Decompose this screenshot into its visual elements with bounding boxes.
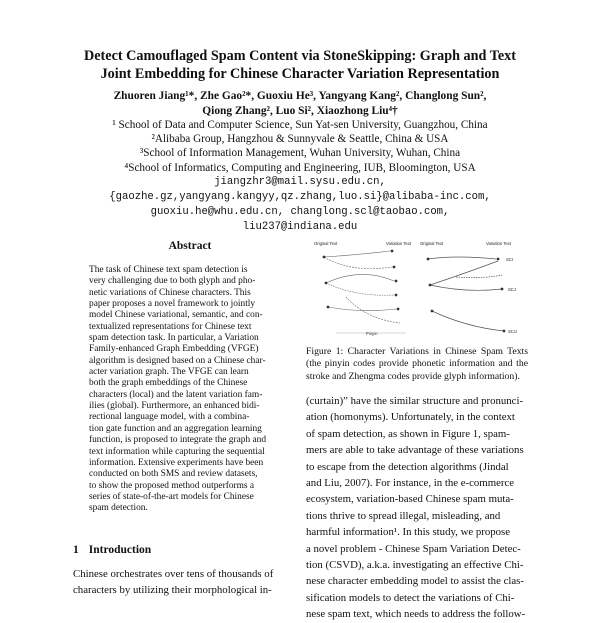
abstract-line: textualized representations for Chinese text	[89, 321, 252, 332]
body-line: nese character embedding model to assist the clas-	[306, 575, 524, 588]
figure-node	[497, 258, 500, 261]
intro-line: characters by utilizing their morphological in-	[73, 584, 272, 596]
author-list	[0, 89, 600, 119]
abstract-line: function, is proposed to integrate the graph and	[89, 435, 267, 446]
abstract-line: ilies (global). Furthermore, an enhanced bidi-	[89, 401, 260, 412]
figure-right-edges	[428, 257, 504, 331]
figure-left-variation-header: Variation Text	[386, 241, 411, 246]
figure-right-label-3: SCU	[508, 329, 517, 334]
abstract-line: both the graph embeddings of the Chinese	[89, 378, 248, 389]
title-line-1: Detect Camouflaged Spam Content via StoneSkipping: Graph and Text	[84, 48, 516, 64]
title-line-2: Joint Embedding for Chinese Character Variation Representation	[100, 66, 500, 82]
figure-edge	[324, 257, 392, 269]
figure-edge	[456, 275, 502, 278]
figure-node	[395, 280, 398, 283]
figure-edge	[430, 285, 502, 290]
body-line: ation (homonyms). Unfortunately, in the context	[306, 411, 515, 424]
email-line-4: liu237@indiana.edu	[242, 221, 358, 233]
body-line: tions thrive to spread illegal, misleading, and	[306, 509, 501, 522]
figure-node	[397, 308, 400, 311]
figure-left-original-header: Original Text	[314, 241, 338, 246]
affiliations	[0, 118, 600, 175]
body-line: nese spam text, which needs to address the follow-	[306, 608, 526, 621]
abstract-line: text information while capturing the sequential	[89, 446, 265, 457]
figure-pinyin-label: Pinyin	[366, 331, 378, 336]
abstract-line: algorithm is designed based on a Chinese char-	[89, 355, 266, 366]
figure-left-edges	[324, 251, 400, 323]
figure-node	[325, 282, 328, 285]
section-number: 1	[73, 544, 79, 556]
affiliation-1: ¹ School of Data and Computer Science, Sun Yat-sen University, Guangzhou, China	[112, 119, 488, 131]
abstract-line: tion gate function and an aggregation learning	[89, 423, 262, 434]
body-line: a novel problem - Chinese Spam Variation Detec-	[306, 542, 521, 555]
figure-right-label-2: SCJ	[508, 287, 516, 292]
figure-edge	[326, 274, 394, 283]
abstract-heading: Abstract	[168, 240, 212, 252]
abstract-line: characters (local) and the latent variation fam-	[89, 389, 263, 400]
abstract-line: paper proposes a novel framework to jointly	[89, 299, 256, 310]
abstract-line: very challenging due to both glyph and pho-	[89, 276, 256, 287]
abstract-line: conducted on both SMS and review datasets,	[89, 469, 258, 480]
affiliation-2: ²Alibaba Group, Hangzhou & Sunnyvale & Seattle, China & USA	[151, 133, 449, 146]
figure-right-variation-header: Variation Text	[486, 241, 511, 246]
body-line: (curtain)” have the similar structure and pronunci-	[306, 395, 524, 407]
abstract-line: Family-enhanced Graph Embedding (VFGE)	[89, 344, 259, 355]
figure-node	[393, 266, 396, 269]
figure-node	[323, 256, 326, 259]
introduction-body	[73, 566, 283, 598]
abstract-line: spam detection.	[89, 503, 148, 514]
section-heading-introduction	[73, 544, 151, 556]
body-line: to escape from the detection algorithms (Jindal	[306, 460, 509, 473]
body-line: sification models to detect the variations of Chi-	[306, 591, 515, 604]
abstract-line: netic variations of Chinese characters. This	[89, 287, 251, 298]
body-line: and Liu, 2007). For instance, in the e-commerce	[306, 477, 515, 490]
abstract-body	[89, 265, 282, 515]
figure-edge	[324, 251, 390, 257]
email-line-1: jiangzhr3@mail.sysu.edu.cn,	[214, 176, 386, 188]
right-column-body	[306, 393, 528, 623]
figure-edge	[326, 283, 394, 295]
abstract-line: series of state-of-the-art models for Chinese	[89, 491, 254, 502]
figure-right-nodes	[427, 258, 506, 333]
figure-node	[429, 284, 432, 287]
body-line: tion (CSVD), a.k.a. investigating an effective Chi-	[306, 559, 524, 572]
authors-line-1: Zhuoren Jiang¹*, Zhe Gao²*, Guoxiu He³, Yangyang Kang², Changlong Sun²,	[113, 90, 487, 102]
figure-node	[427, 258, 430, 261]
paper-title	[0, 47, 600, 83]
abstract-line: to show the proposed method outperforms a	[89, 480, 255, 491]
figure-node	[395, 294, 398, 297]
abstract-line: spam detection task. In particular, a Variation	[89, 333, 259, 344]
body-line: of spam detection, as shown in Figure 1, spam-	[306, 427, 510, 440]
figure-edge	[430, 261, 498, 285]
figure-edge	[328, 307, 396, 311]
intro-line: Chinese orchestrates over tens of thousands of	[73, 568, 274, 580]
figure-right-original-header: Original Text	[420, 241, 444, 246]
figure-node	[431, 310, 434, 313]
figure-node	[391, 250, 394, 253]
affiliation-4: ⁴School of Informatics, Computing and Engineering, IUB, Bloomington, USA	[124, 161, 476, 174]
abstract-line: information. Extensive experiments have been	[89, 457, 264, 468]
affiliation-3: ³School of Information Management, Wuhan University, Wuhan, China	[139, 147, 461, 160]
email-line-3: guoxiu.he@whu.edu.cn, changlong.scl@taobao.com,	[150, 206, 450, 218]
figure-right-label-1: SCI	[506, 257, 513, 262]
section-title: Introduction	[88, 544, 152, 556]
body-line: harmful information¹. In this study, we propose	[306, 526, 511, 539]
figure-edge	[428, 257, 496, 259]
figure-edge	[432, 311, 504, 331]
figure-1-caption: Figure 1: Character Variations in Chinese Spam Texts (the pinyin codes provide phonetic information and the stroke and Zhengma codes provide glyph information).	[306, 346, 528, 382]
abstract-line: model Chinese variational, semantic, and con-	[89, 310, 263, 321]
abstract-line: The task of Chinese text spam detection is	[89, 265, 248, 275]
figure-node	[503, 330, 506, 333]
abstract-line: rectional language model, with a combina-	[89, 412, 250, 423]
figure-1-diagram	[306, 237, 528, 342]
email-line-2: {gaozhe.gz,yangyang.kangyy,qz.zhang,luo.si}@alibaba-inc.com,	[109, 191, 491, 203]
emails	[0, 175, 600, 235]
figure-node	[501, 288, 504, 291]
figure-node	[327, 306, 330, 309]
body-line: mers are able to take advantage of these variations	[306, 444, 524, 457]
authors-line-2: Qiong Zhang², Luo Si², Xiaozhong Liu⁴†	[202, 105, 398, 117]
abstract-line: acter variation graph. The VFGE can learn	[89, 367, 249, 378]
body-line: ecosystem, variation-based Chinese spam muta-	[306, 493, 514, 506]
